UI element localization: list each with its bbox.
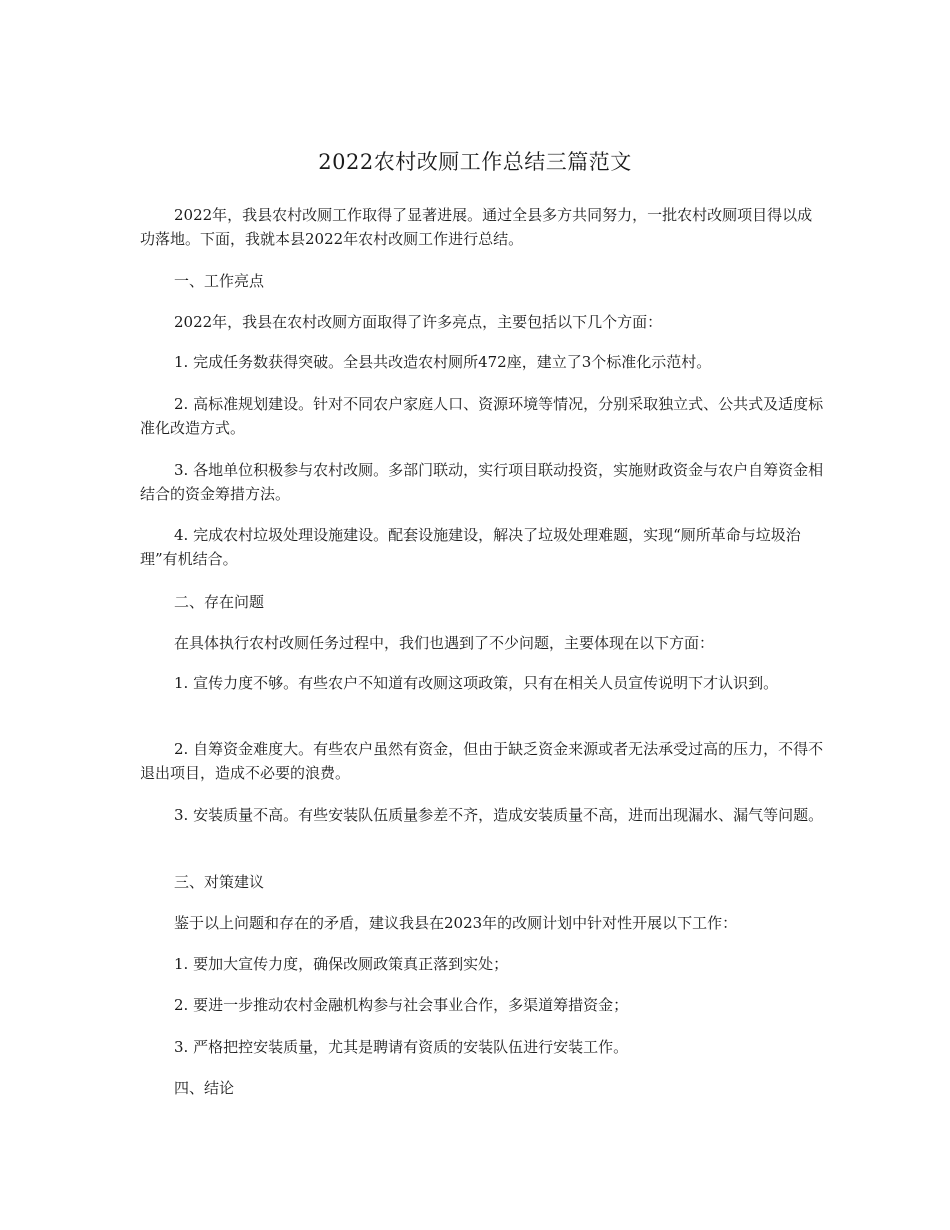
suggestion-item-3: 3. 严格把控安装质量，尤其是聘请有资质的安装队伍进行安装工作。 — [174, 1038, 629, 1056]
problems-intro: 在具体执行农村改厕任务过程中，我们也遇到了不少问题，主要体现在以下方面： — [174, 634, 715, 652]
highlight-item-4: 4. 完成农村垃圾处理设施建设。配套设施建设，解决了垃圾处理难题，实现“厕所革命与垃圾治理”有机结合。 — [140, 526, 801, 568]
problem-item-2: 2. 自筹资金难度大。有些农户虽然有资金，但由于缺乏资金来源或者无法承受过高的压力，不得不退出项目，造成不必要的浪费。 — [140, 740, 824, 782]
problem-item-1: 1. 宣传力度不够。有些农户不知道有改厕这项政策，只有在相关人员宣传说明下才认识到。 — [174, 674, 779, 692]
document-title: 2022农村改厕工作总结三篇范文 — [318, 150, 632, 174]
suggestions-intro: 鉴于以上问题和存在的矛盾，建议我县在2023年的改厕计划中针对性开展以下工作： — [174, 914, 738, 932]
highlight-item-3: 3. 各地单位积极参与农村改厕。多部门联动，实行项目联动投资，实施财政资金与农户自筹资金相结合的资金筹措方法。 — [140, 461, 824, 503]
highlight-item-2: 2. 高标准规划建设。针对不同农户家庭人口、资源环境等情况，分别采取独立式、公共式及适度标准化改造方式。 — [140, 395, 824, 437]
section-heading-suggestions: 三、对策建议 — [174, 873, 265, 891]
section-heading-highlights: 一、工作亮点 — [174, 272, 265, 290]
highlights-intro: 2022年，我县在农村改厕方面取得了许多亮点，主要包括以下几个方面： — [174, 313, 663, 331]
suggestion-item-1: 1. 要加大宣传力度，确保改厕政策真正落到实处； — [174, 955, 509, 973]
suggestion-item-2: 2. 要进一步推动农村金融机构参与社会事业合作，多渠道筹措资金； — [174, 996, 629, 1014]
section-heading-problems: 二、存在问题 — [174, 593, 265, 611]
intro-paragraph: 2022年，我县农村改厕工作取得了显著进展。通过全县多方共同努力，一批农村改厕项目得以成功落地。下面，我就本县2022年农村改厕工作进行总结。 — [140, 206, 813, 248]
problem-item-3: 3. 安装质量不高。有些安装队伍质量参差不齐，造成安装质量不高，进而出现漏水、漏气等问题。 — [174, 806, 824, 824]
highlight-item-1: 1. 完成任务数获得突破。全县共改造农村厕所472座，建立了3个标准化示范村。 — [174, 353, 712, 371]
section-heading-conclusion: 四、结论 — [174, 1079, 235, 1097]
